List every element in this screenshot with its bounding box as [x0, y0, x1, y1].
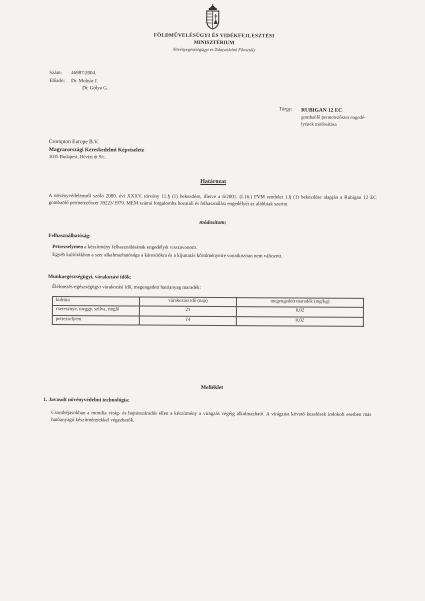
usage-line-2: Egyéb kultúrákban a szer alkalmazhatósága a károsítókra és a kijuttatás körülményeire vonatkozóan nem változott.: [52, 253, 372, 262]
subject-label: Tárgy:: [279, 107, 292, 114]
addressee-office: Magyarországi Kereskedelmi Képviselete: [49, 147, 144, 155]
handler-name-2: Dr. Gólya G.: [82, 86, 108, 93]
subject-line-3: lyének módosítása: [301, 123, 337, 130]
usage-crop: Petrezselymen: [52, 245, 83, 250]
cell-crop: cseresznye, meggy, szilva, ringló: [52, 306, 139, 316]
department-name: Növényegészségügyi és Talajvédelmi Főosztály: [2, 46, 425, 55]
column-header-limit: megengedett maradék (mg/kg): [236, 298, 363, 308]
hungarian-crest-icon: [204, 4, 222, 30]
ministry-name-line1: FÖLDMŰVELÉSÜGYI ÉS VIDÉKFEJLESZTÉSI: [2, 32, 425, 42]
reference-number-label: Szám:: [49, 71, 62, 76]
addressee-address: 1035 Budapest, Hévízi út 9/c.: [49, 155, 106, 162]
handler-name-1: Dr. Molnár J.: [71, 79, 98, 84]
ministry-name-line2: MINISZTÉRIUM: [2, 39, 425, 49]
reference-number-value: 46987/2004.: [71, 71, 96, 76]
addressee-company: Crompton Europe B.V.: [49, 139, 99, 147]
cell-crop: petrezselyem: [52, 315, 139, 325]
table-row: [52, 315, 363, 326]
handler-label: Előadó:: [49, 79, 65, 84]
cell-wait: 21: [139, 307, 236, 317]
reference-number: [49, 71, 96, 78]
subject-title: RUBIGAN 12 EC: [301, 108, 342, 116]
annex-section: 1. Javasolt növényvédelmi technológia:: [43, 397, 129, 405]
column-header-crop: kultúra: [52, 297, 139, 307]
residue-table: [52, 296, 364, 327]
subject-line-2: gombaölő permetezőszer engedé-: [301, 116, 366, 123]
decision-action: módosítom:: [0, 219, 425, 229]
residue-intro: Élelmezés-egészségügyi várakozási idő, megengedett hatóanyag maradék:: [52, 285, 201, 293]
cell-limit: 0,02: [236, 307, 363, 317]
annex-heading: Melléklet: [0, 384, 424, 394]
column-header-wait: várakozási idő (nap): [139, 297, 236, 307]
usage-heading: Felhasználhatóság:: [48, 233, 90, 240]
decision-heading: Határozat: [1, 177, 425, 188]
cell-wait: 14: [139, 316, 236, 326]
cell-limit: 0,02: [236, 317, 363, 327]
annex-paragraph: Csonthéjasokban a monília virág- és hajtásszáradás ellen a készítmény a virágzás végéig alkalmazható. A virágzást követő kezelések indokolt esetben más hatóanyagú készítményekkel végezhetők.: [51, 411, 371, 426]
decision-paragraph: A növényvédelemről szóló 2000. évi XXXV. törvény 11.§ (1) bekezdése, illetve a 6/2001. (I.16.) FVM rendelet 1.§ (1) bekezdése alapján a Rubigan 12 EC gombaölő permetezőszer 39223/1979. MEM számú forgalomba hozatali és felhasználási engedélyét az alábbiak szerint: [49, 194, 377, 210]
usage-revocation: a készítmény felhasználásának engedélyét visszavonom.: [84, 245, 197, 251]
reference-handler: [49, 79, 98, 86]
residue-heading: Munkaegészségügyi, várakozási idők:: [48, 274, 131, 282]
